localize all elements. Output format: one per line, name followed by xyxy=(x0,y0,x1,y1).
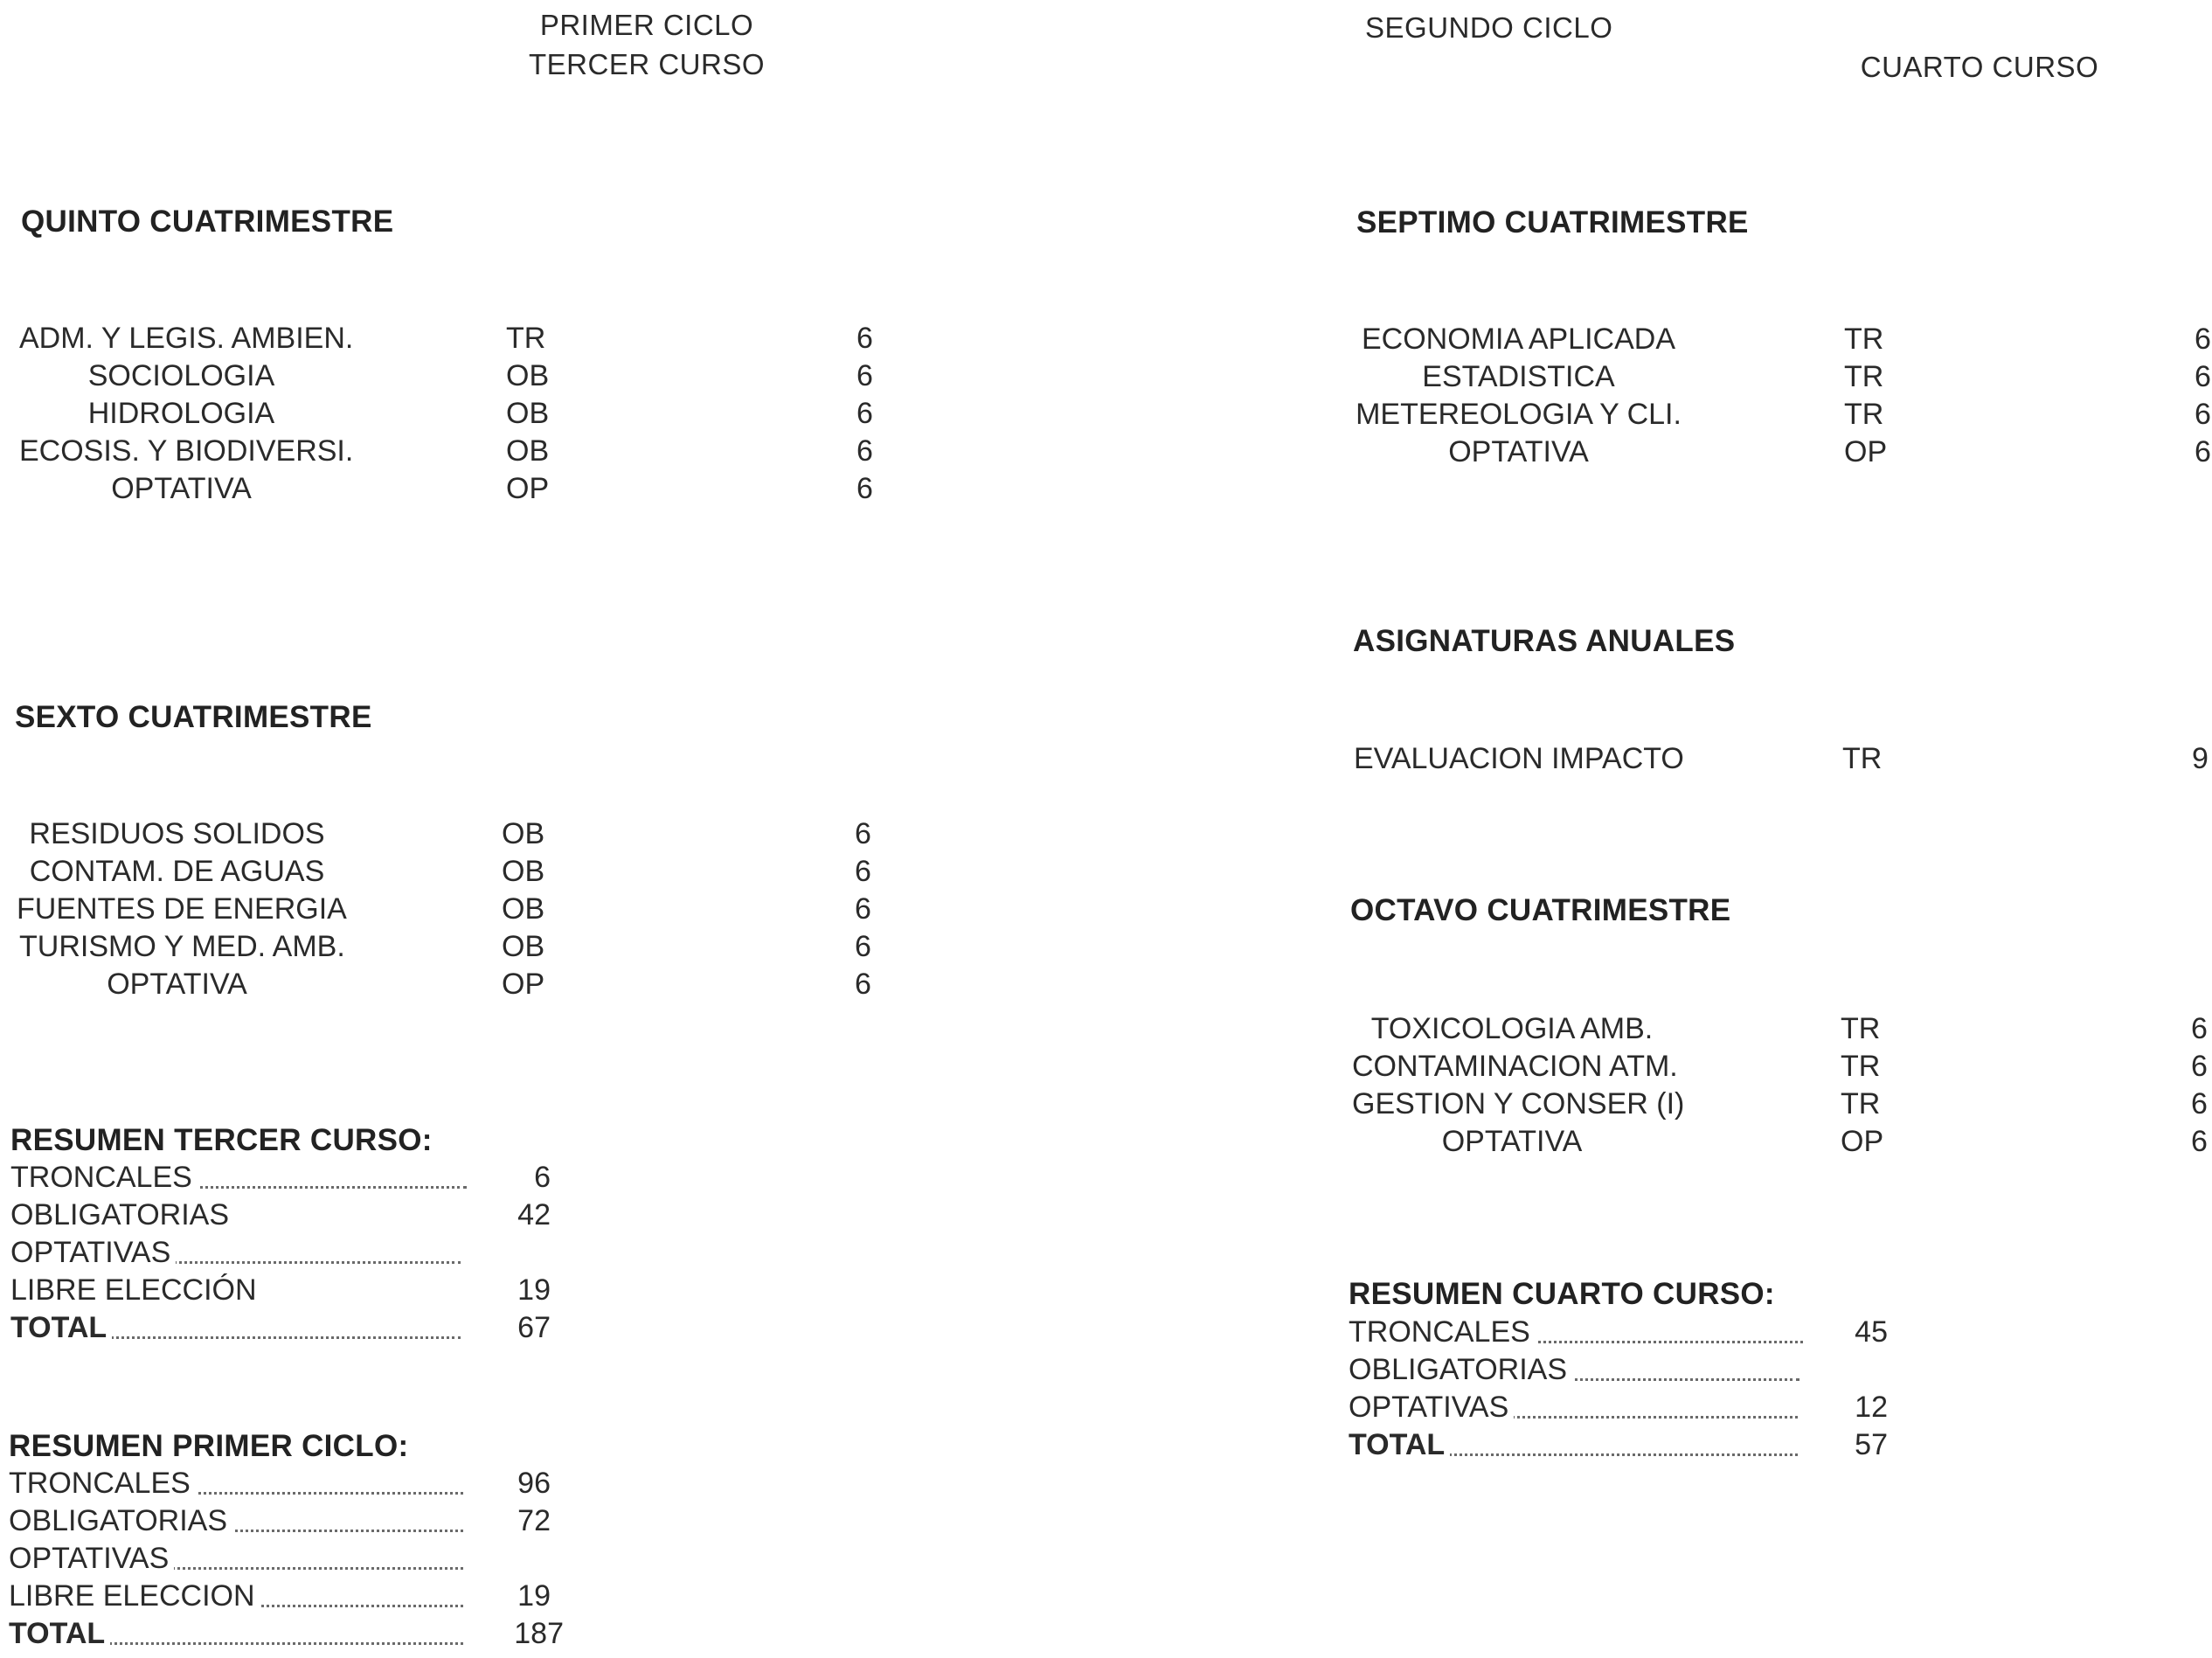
summary-value: 42 xyxy=(517,1198,551,1231)
summary-total-label: TOTAL xyxy=(10,1313,461,1342)
summary-total-value: 67 xyxy=(517,1311,551,1344)
course-type: TR xyxy=(1844,323,1884,356)
summary-value: 19 xyxy=(517,1579,551,1613)
course-name: OPTATIVA xyxy=(1441,1125,1583,1158)
course-name: OPTATIVA xyxy=(1448,435,1589,468)
summary-label: OBLIGATORIAS xyxy=(9,1506,463,1536)
course-type: OB xyxy=(506,434,550,468)
course-name: ADM. Y LEGIS. AMBIEN. xyxy=(19,322,354,355)
course-credits: 6 xyxy=(2191,1125,2208,1158)
course-credits: 6 xyxy=(2195,398,2211,431)
summary-value: 45 xyxy=(1855,1315,1888,1349)
course-type: TR xyxy=(1844,360,1884,393)
summary-value: 12 xyxy=(1855,1391,1888,1424)
summary-total-value: 187 xyxy=(514,1617,564,1650)
course-credits: 6 xyxy=(856,472,873,505)
summary-label: LIBRE ELECCIÓN xyxy=(10,1273,257,1307)
course-type: TR xyxy=(1841,1012,1881,1045)
course-type: OP xyxy=(502,968,545,1001)
summary-value: 19 xyxy=(517,1273,551,1307)
course-credits: 6 xyxy=(856,359,873,392)
summary-label: OPTATIVAS xyxy=(9,1544,463,1573)
course-type: OB xyxy=(502,817,545,850)
summary-total-label: TOTAL xyxy=(1349,1430,1798,1460)
course-type: OP xyxy=(1841,1125,1884,1158)
resumen-cuarto-curso-title: RESUMEN CUARTO CURSO: xyxy=(1349,1277,1775,1311)
summary-label: TRONCALES xyxy=(9,1468,463,1498)
resumen-primer-ciclo-title: RESUMEN PRIMER CICLO: xyxy=(9,1429,409,1463)
course-credits: 6 xyxy=(855,817,871,850)
course-name: TURISMO Y MED. AMB. xyxy=(19,930,345,963)
course-type: OB xyxy=(502,855,545,888)
course-credits: 9 xyxy=(2192,742,2209,775)
summary-label: OBLIGATORIAS xyxy=(10,1198,230,1231)
course-credits: 6 xyxy=(2191,1050,2208,1083)
summary-label: LIBRE ELECCION xyxy=(9,1581,463,1611)
left-course-heading: TERCER CURSO xyxy=(528,48,766,80)
course-credits: 6 xyxy=(2195,323,2211,356)
summary-value: 6 xyxy=(534,1161,551,1194)
summary-label: TRONCALES xyxy=(1349,1317,1803,1347)
course-name: RESIDUOS SOLIDOS xyxy=(29,817,325,850)
course-type: OB xyxy=(502,892,545,926)
course-type: TR xyxy=(1841,1087,1881,1120)
course-name: FUENTES DE ENERGIA xyxy=(17,892,347,926)
course-type: TR xyxy=(1844,398,1884,431)
course-name: ESTADISTICA xyxy=(1422,360,1615,393)
course-name: GESTION Y CONSER (I) xyxy=(1352,1087,1685,1120)
right-cycle-heading: SEGUNDO CICLO xyxy=(1365,11,1613,44)
sexto-section-title: SEXTO CUATRIMESTRE xyxy=(15,700,372,734)
course-type: OB xyxy=(506,397,550,430)
course-type: OP xyxy=(506,472,550,505)
summary-value: 72 xyxy=(517,1504,551,1537)
course-name: EVALUACION IMPACTO xyxy=(1354,742,1684,775)
course-type: OB xyxy=(506,359,550,392)
course-credits: 6 xyxy=(856,322,873,355)
summary-label: OBLIGATORIAS xyxy=(1349,1355,1799,1384)
summary-label: TRONCALES xyxy=(10,1162,467,1192)
course-type: TR xyxy=(1841,1050,1881,1083)
course-name: CONTAM. DE AGUAS xyxy=(29,855,325,888)
course-name: SOCIOLOGIA xyxy=(87,359,275,392)
course-name: ECONOMIA APLICADA xyxy=(1362,323,1675,356)
course-type: OP xyxy=(1844,435,1888,468)
course-credits: 6 xyxy=(855,968,871,1001)
course-credits: 6 xyxy=(855,855,871,888)
course-credits: 6 xyxy=(855,930,871,963)
course-name: METEREOLOGIA Y CLI. xyxy=(1356,398,1682,431)
octavo-section-title: OCTAVO CUATRIMESTRE xyxy=(1350,893,1731,927)
course-credits: 6 xyxy=(2195,360,2211,393)
anuales-section-title: ASIGNATURAS ANUALES xyxy=(1353,624,1736,658)
resumen-tercer-curso-title: RESUMEN TERCER CURSO: xyxy=(10,1123,433,1157)
septimo-section-title: SEPTIMO CUATRIMESTRE xyxy=(1356,205,1749,239)
course-name: OPTATIVA xyxy=(111,472,252,505)
left-cycle-heading: PRIMER CICLO xyxy=(539,9,754,41)
summary-label: OPTATIVAS xyxy=(1349,1392,1798,1422)
summary-total-label: TOTAL xyxy=(9,1619,463,1648)
summary-label: OPTATIVAS xyxy=(10,1238,461,1267)
course-credits: 6 xyxy=(855,892,871,926)
course-name: HIDROLOGIA xyxy=(87,397,275,430)
course-credits: 6 xyxy=(2191,1087,2208,1120)
course-credits: 6 xyxy=(2195,435,2211,468)
summary-value: 96 xyxy=(517,1467,551,1500)
quinto-section-title: QUINTO CUATRIMESTRE xyxy=(21,205,394,239)
right-course-heading: CUARTO CURSO xyxy=(1860,51,2099,83)
course-name: ECOSIS. Y BIODIVERSI. xyxy=(19,434,354,468)
course-type: TR xyxy=(506,322,546,355)
course-credits: 6 xyxy=(856,397,873,430)
summary-total-value: 57 xyxy=(1855,1428,1888,1461)
course-name: CONTAMINACION ATM. xyxy=(1352,1050,1678,1083)
course-name: TOXICOLOGIA AMB. xyxy=(1370,1012,1654,1045)
course-type: OB xyxy=(502,930,545,963)
course-credits: 6 xyxy=(2191,1012,2208,1045)
course-credits: 6 xyxy=(856,434,873,468)
course-type: TR xyxy=(1842,742,1883,775)
course-name: OPTATIVA xyxy=(107,968,247,1001)
